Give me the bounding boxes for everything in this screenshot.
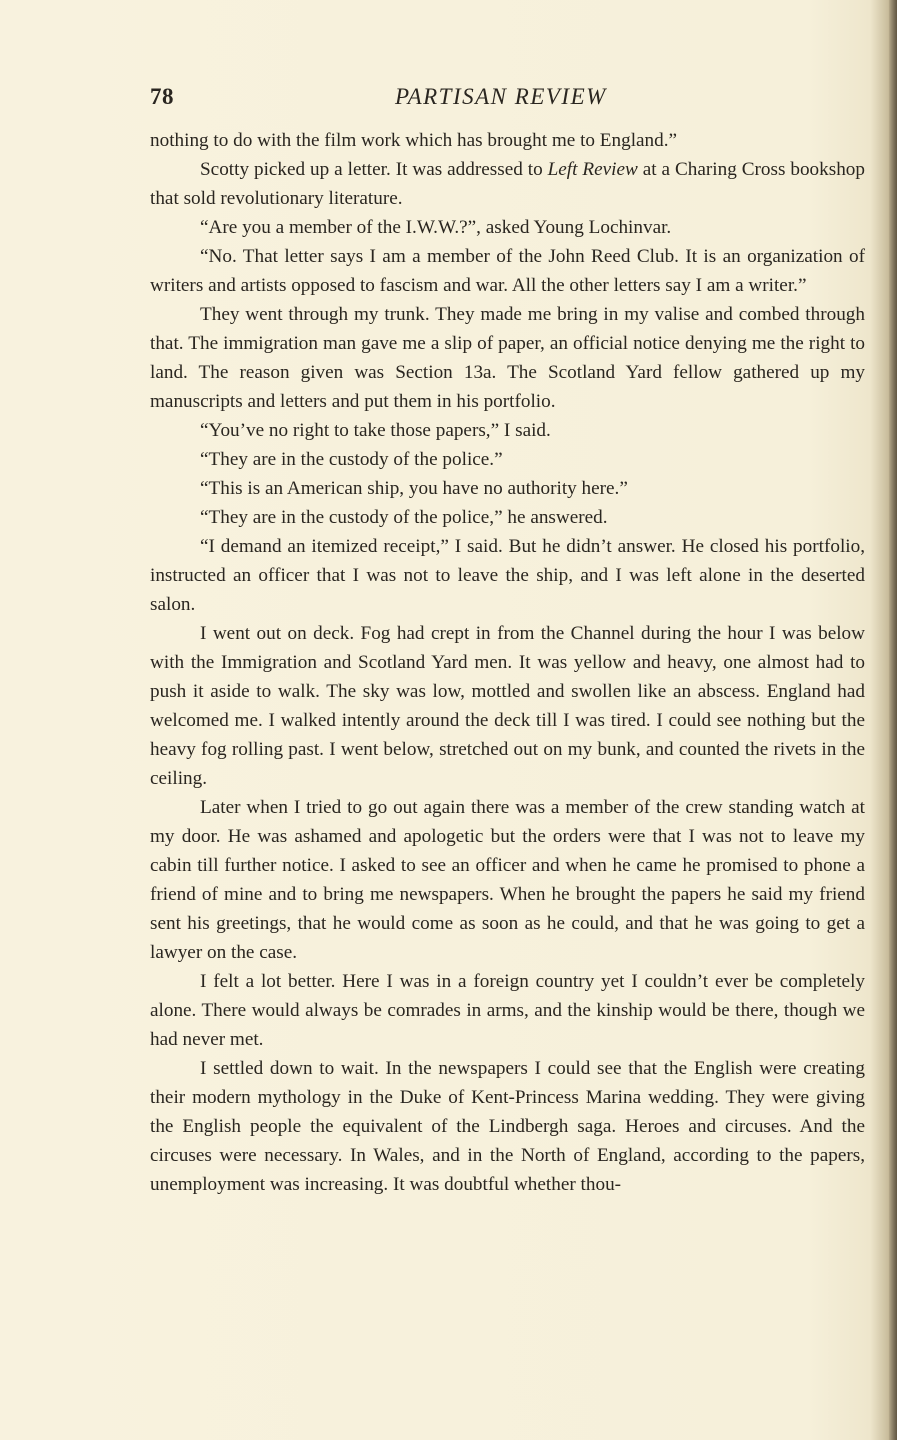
- paragraph-6: “You’ve no right to take those papers,” I said.: [200, 420, 551, 441]
- running-title: PARTISAN REVIEW: [395, 84, 607, 109]
- paragraph-2-lead: Scotty picked up a letter. It was addressed to: [200, 159, 548, 180]
- page-header: [150, 84, 865, 118]
- paragraph-11: I went out on deck. Fog had crept in from the Channel during the hour I was below with the Immigration and Scotland Yard men. It was yellow and heavy, one almost had to push it aside to walk. The sky was low, mottled and swollen like an abscess. England had welcomed me. I walked intently around the deck till I was tired. I could see nothing but the heavy fog rolling past. I went below, stretched out on my bunk, and counted the rivets in the ceiling.: [150, 623, 865, 789]
- paragraph-5: They went through my trunk. They made me bring in my valise and combed through that. The immigration man gave me a slip of paper, an official notice denying me the right to land. The reason given was Section 13a. The Scotland Yard fellow gathered up my manuscripts and letters and put them in his portfolio.: [150, 304, 865, 412]
- paragraph-3: “Are you a member of the I.W.W.?”, asked Young Lochinvar.: [200, 217, 672, 238]
- paragraph-1: nothing to do with the film work which has brought me to England.”: [150, 130, 678, 151]
- paragraph-8: “This is an American ship, you have no authority here.”: [200, 478, 628, 499]
- paragraph-14: I settled down to wait. In the newspapers I could see that the English were creating their modern mythology in the Duke of Kent-Princess Marina wedding. They were giving the English people the equivalent of the Lindbergh saga. Heroes and circuses. And the circuses were necessary. In Wales, and in the North of England, according to the papers, unemployment was increasing. It was doubtful whether thou-: [150, 1058, 865, 1195]
- body-text: [150, 126, 865, 1199]
- paragraph-2-tail: at a Charing Cross bookshop that sold revolutionary literature.: [150, 159, 865, 209]
- paragraph-12: Later when I tried to go out again there was a member of the crew standing watch at my door. He was ashamed and apologetic but the orders were that I was not to leave my cabin till further notice. I asked to see an officer and when he came he promised to phone a friend of mine and to bring me newspapers. When he brought the papers he said my friend sent his greetings, that he would come as soon as he could, and that he was going to get a lawyer on the case.: [150, 797, 865, 963]
- paragraph-10: “I demand an itemized receipt,” I said. But he didn’t answer. He closed his portfolio, instructed an officer that I was not to leave the ship, and I was left alone in the deserted salon.: [150, 536, 865, 615]
- paragraph-4: “No. That letter says I am a member of the John Reed Club. It is an organization of writers and artists opposed to fascism and war. All the other letters say I am a writer.”: [150, 246, 865, 296]
- page-number: 78: [150, 84, 174, 109]
- page-edge-shadow: [889, 0, 897, 1440]
- paragraph-9: “They are in the custody of the police,” he answered.: [200, 507, 608, 528]
- journal-title-left-review: Left Review: [547, 159, 638, 180]
- paragraph-2: [150, 155, 865, 213]
- paragraph-13: I felt a lot better. Here I was in a foreign country yet I couldn’t ever be completely alone. There would always be comrades in arms, and the kinship would be there, though we had never met.: [150, 971, 865, 1050]
- paragraph-7: “They are in the custody of the police.”: [200, 449, 503, 470]
